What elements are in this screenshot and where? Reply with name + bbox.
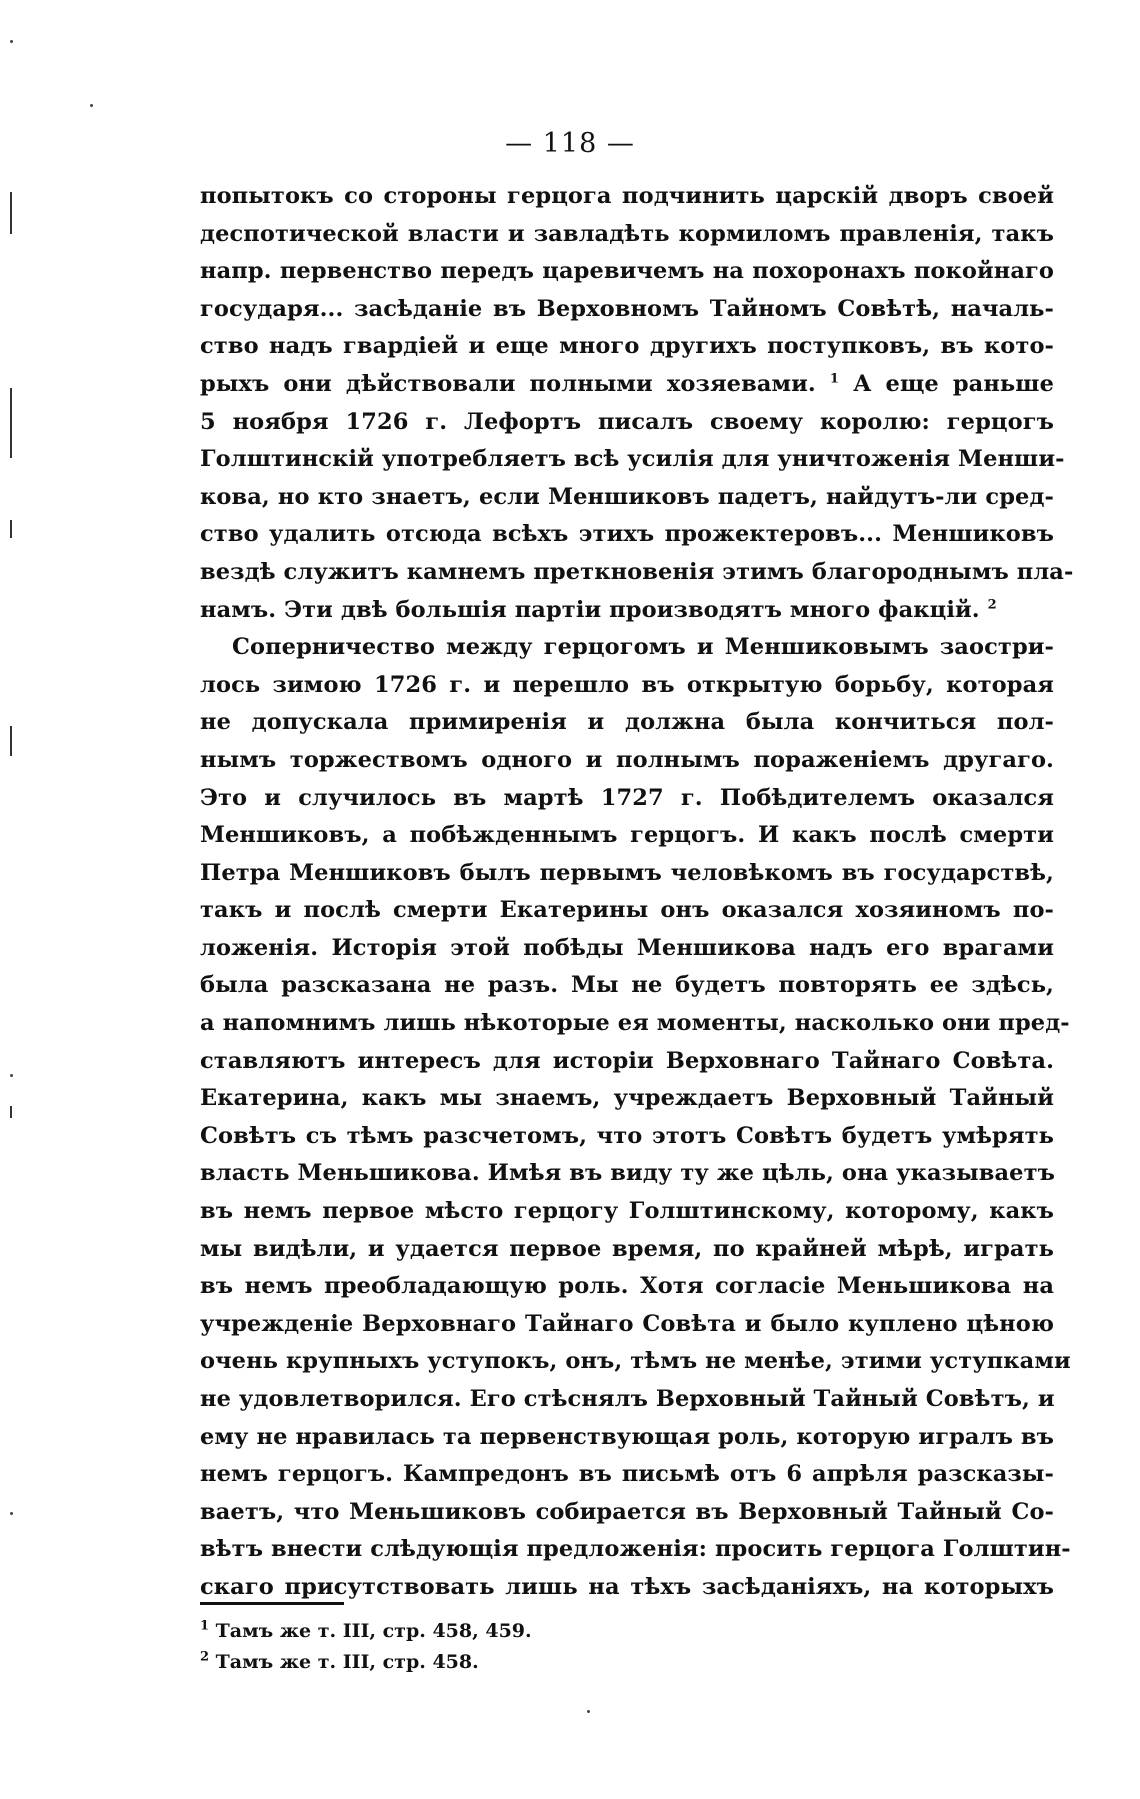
text-line: ваетъ, что Меньшиковъ собирается въ Верховный Тайный Со- bbox=[200, 1498, 1054, 1525]
text-line: Меншиковъ, а побѣжденнымъ герцогъ. И какъ послѣ смерти bbox=[200, 822, 1054, 849]
text-line: немъ герцогъ. Кампредонъ въ письмѣ отъ 6 апрѣля разсказы- bbox=[200, 1461, 1054, 1488]
text-line: ему не нравилась та первенствующая роль, которую игралъ въ bbox=[200, 1423, 1054, 1450]
text-line: деспотической власти и завладѣть кормиломъ правленія, такъ bbox=[200, 220, 1054, 247]
footnote-ref-1: 1 bbox=[829, 371, 840, 387]
text-line: не удовлетворился. Его стѣснялъ Верховный Тайный Совѣтъ, и bbox=[200, 1386, 1055, 1412]
text-segment: рыхъ они дѣйствовали полными хозяевами. bbox=[200, 370, 816, 397]
text-line: Голштинскій употребляетъ всѣ усилія для уничтоженія Менши- bbox=[200, 446, 1065, 473]
text-line: лось зимою 1726 г. и перешло въ открытую борьбу, которая bbox=[200, 671, 1054, 698]
text-line: а напомнимъ лишь нѣкоторые ея моменты, насколько они пред- bbox=[200, 1010, 1070, 1037]
text-line: государя... засѣданіе въ Верховномъ Тайномъ Совѣтѣ, началь- bbox=[200, 295, 1054, 322]
text-line: въ немъ первое мѣсто герцогу Голштинскому, которому, какъ bbox=[200, 1198, 1054, 1225]
text-line: ставляютъ интересъ для исторіи Верховнаго Тайнаго Совѣта. bbox=[200, 1047, 1054, 1074]
text-line: Екатерина, какъ мы знаемъ, учреждаетъ Верховный Тайный bbox=[200, 1085, 1054, 1112]
text-line: въ немъ преобладающую роль. Хотя согласіе Меньшикова на bbox=[200, 1273, 1054, 1300]
text-line: кова, но кто знаетъ, если Меншиковъ падетъ, найдутъ-ли сред- bbox=[200, 483, 1054, 510]
scan-mark bbox=[10, 726, 12, 756]
text-line: мы видѣли, и удается первое время, по крайней мѣрѣ, играть bbox=[200, 1235, 1054, 1262]
text-line: власть Меньшикова. Имѣя въ виду ту же цѣль, она указываетъ bbox=[200, 1160, 1055, 1187]
text-line: Совѣтъ съ тѣмъ разсчетомъ, что этотъ Совѣтъ будетъ умѣрять bbox=[200, 1122, 1054, 1149]
text-line-with-note bbox=[200, 592, 1054, 630]
text-line: ство удалить отсюда всѣхъ этихъ прожектеровъ... Меншиковъ bbox=[200, 521, 1054, 548]
text-line: напр. первенство передъ царевичемъ на похоронахъ покойнаго bbox=[200, 258, 1054, 285]
text-line: нымъ торжествомъ одного и полнымъ пораженіемъ другаго. bbox=[200, 746, 1054, 773]
scan-mark bbox=[10, 192, 12, 234]
page-number: — 118 — bbox=[505, 128, 635, 159]
text-line: не допускала примиренія и должна была кончиться пол- bbox=[200, 709, 1054, 736]
text-line: вѣтъ внести слѣдующія предложенія: просить герцога Голштин- bbox=[200, 1536, 1071, 1563]
body-text bbox=[200, 178, 1074, 1607]
footnote-2 bbox=[200, 1647, 532, 1678]
text-line: была разсказана не разъ. Мы не будетъ повторять ее здѣсь, bbox=[200, 972, 1054, 999]
footnote-1 bbox=[200, 1616, 532, 1647]
text-segment: намъ. Эти двѣ большія партіи производятъ много факцій. bbox=[200, 596, 980, 623]
text-line: ложенія. Исторія этой побѣды Меншикова надъ его врагами bbox=[200, 934, 1054, 961]
scan-speck bbox=[10, 1074, 13, 1077]
text-line: Это и случилось въ мартѣ 1727 г. Побѣдителемъ оказался bbox=[200, 784, 1054, 811]
scan-mark bbox=[10, 1106, 12, 1118]
footnote-mark: 2 bbox=[200, 1649, 210, 1665]
footnote-mark: 1 bbox=[200, 1618, 210, 1634]
text-line: 5 ноября 1726 г. Лефортъ писалъ своему королю: герцогъ bbox=[200, 408, 1054, 435]
footnotes bbox=[200, 1616, 532, 1678]
footnote-text: Тамъ же т. III, стр. 458. bbox=[215, 1651, 479, 1673]
footnote-ref-2: 2 bbox=[987, 597, 997, 613]
text-line: такъ и послѣ смерти Екатерины онъ оказался хозяиномъ по- bbox=[200, 897, 1054, 924]
scan-speck bbox=[10, 1512, 13, 1515]
text-line-with-note bbox=[200, 366, 1054, 404]
text-line: учрежденіе Верховнаго Тайнаго Совѣта и было куплено цѣною bbox=[200, 1310, 1054, 1337]
text-line: ство надъ гвардіей и еще много другихъ поступковъ, въ кото- bbox=[200, 333, 1054, 360]
footnote-divider bbox=[200, 1602, 344, 1605]
scan-speck bbox=[90, 104, 93, 107]
scan-mark bbox=[10, 520, 12, 538]
footnote-text: Тамъ же т. III, стр. 458, 459. bbox=[215, 1620, 532, 1642]
text-line: Петра Меншиковъ былъ первымъ человѣкомъ въ государствѣ, bbox=[200, 859, 1054, 886]
text-line: вездѣ служитъ камнемъ преткновенія этимъ благороднымъ пла- bbox=[200, 558, 1074, 585]
text-line: попытокъ со стороны герцога подчинить царскій дворъ своей bbox=[200, 183, 1054, 209]
paragraph-first-line: Соперничество между герцогомъ и Меншиковымъ заостри- bbox=[232, 634, 1054, 661]
scan-speck bbox=[587, 1710, 590, 1713]
text-line: очень крупныхъ уступокъ, онъ, тѣмъ не менѣе, этими уступками bbox=[200, 1348, 1071, 1375]
scan-speck bbox=[10, 40, 13, 43]
text-line: скаго присутствовать лишь на тѣхъ засѣданіяхъ, на которыхъ bbox=[200, 1573, 1054, 1600]
scan-mark bbox=[10, 388, 12, 458]
text-segment: А еще раньше bbox=[853, 370, 1054, 397]
